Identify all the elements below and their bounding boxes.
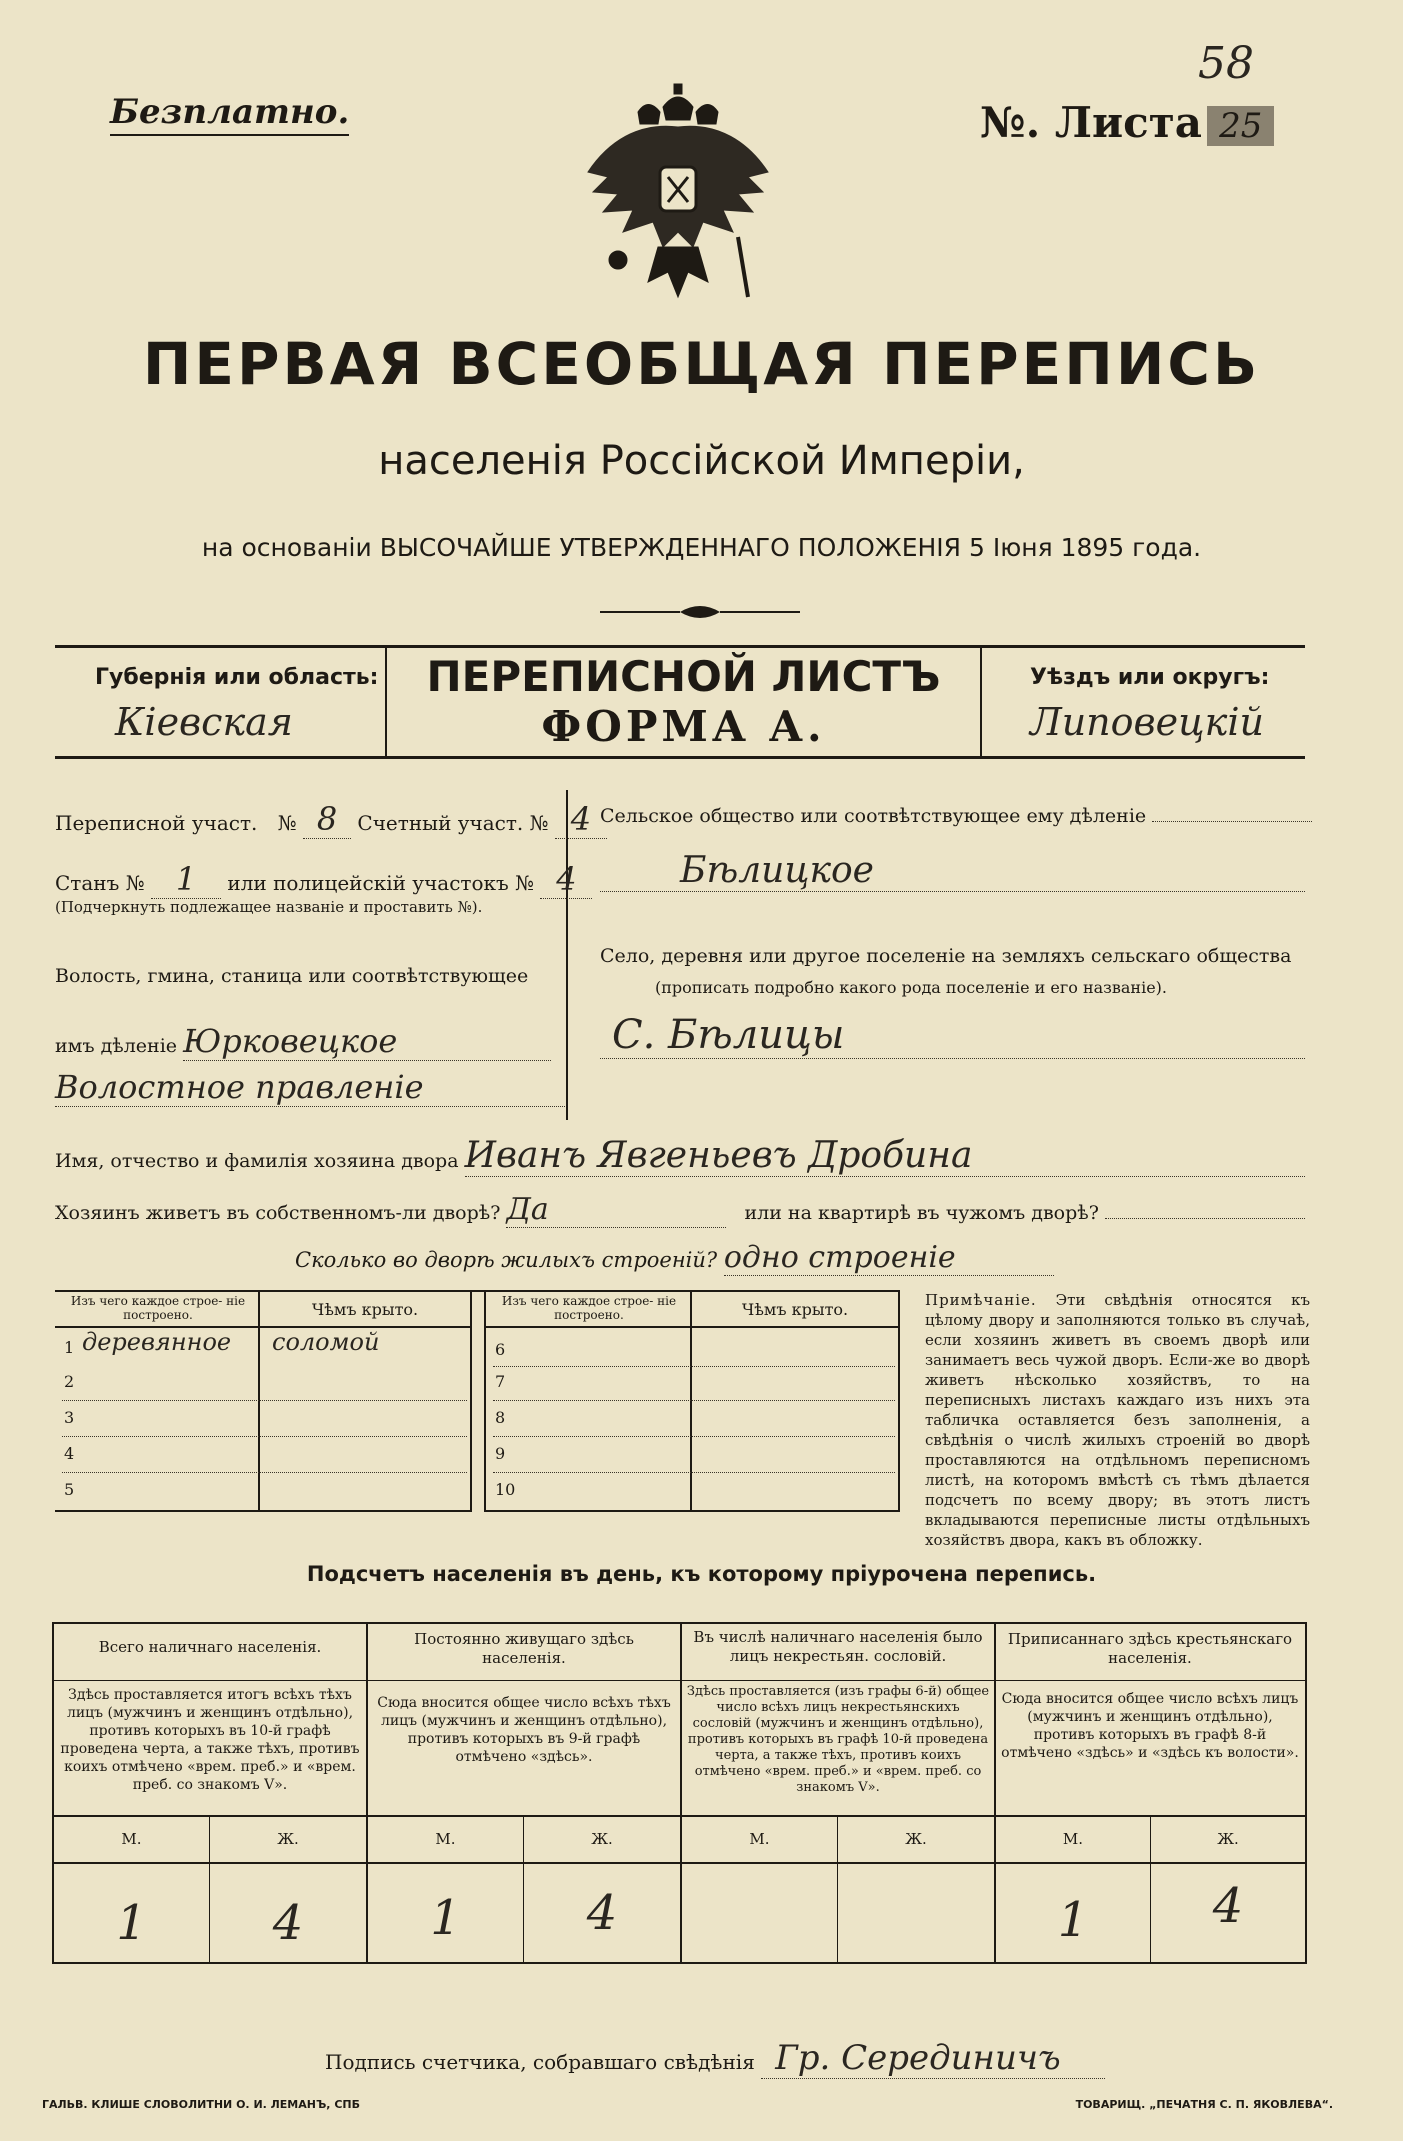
volost-label2: имъ дѣленіе bbox=[55, 1035, 178, 1057]
ct-col4-desc: Сюда вносится общее число всѣхъ лицъ (мужчинъ и женщинъ отдѣльно), противъ которыхъ въ графѣ 8-й отмѣчено «здѣсь» и «здѣсь къ волости». bbox=[1001, 1691, 1299, 1761]
bt-row-num: 5 bbox=[64, 1480, 75, 1499]
bt-row-left-3 bbox=[62, 1402, 467, 1437]
bt-col-material-right: Изъ чего каждое строе- ніе построено. bbox=[501, 1294, 677, 1322]
ornament-divider bbox=[600, 600, 800, 624]
bt-double-divider-a bbox=[470, 1290, 472, 1512]
note-block bbox=[925, 1290, 1310, 1550]
ct-col1-desc: Здѣсь проставляется итогъ всѣхъ тѣхъ лицъ (мужчинъ и женщинъ отдѣльно), противъ которыхъ въ 10-й графѣ проведена черта, а также тѣхъ, противъ коихъ отмѣчено «врем. преб.» и «врем. преб. со знакомъ V». bbox=[60, 1687, 360, 1793]
ct-col3-m-label: М. bbox=[749, 1830, 770, 1848]
footer-right: ТОВАРИЩ. „ПЕЧАТНЯ С. П. ЯКОВЛЕВА“. bbox=[1075, 2098, 1333, 2111]
society-label: Сельское общество или соотвѣтствующее ему дѣленіе bbox=[600, 805, 1147, 827]
police-label: или полицейскій участокъ № bbox=[227, 871, 535, 895]
ct-v2 bbox=[680, 1622, 682, 1964]
bt-bottom-rule-right bbox=[486, 1510, 900, 1512]
village-value: С. Бѣлицы bbox=[600, 1012, 1305, 1059]
ct-col1-zh-label: Ж. bbox=[277, 1830, 299, 1848]
bt-row-num: 9 bbox=[495, 1444, 506, 1463]
free-label: Безплатно. bbox=[110, 92, 349, 136]
owner-name-label: Имя, отчество и фамилія хозяина двора bbox=[55, 1150, 459, 1172]
buildings-label: Сколько во дворѣ жилыхъ строеній? bbox=[295, 1248, 718, 1272]
owner-name-value: Иванъ Явгеньевъ Дробина bbox=[465, 1135, 1305, 1177]
bt-row-left-5 bbox=[62, 1474, 467, 1508]
ct-col4-m-value: 1 bbox=[1057, 1892, 1089, 1948]
bt-row-right-6 bbox=[493, 1330, 895, 1367]
ct-col3-zh-label: Ж. bbox=[905, 1830, 927, 1848]
bt-row-right-10 bbox=[493, 1474, 895, 1508]
ct-col1-title: Всего наличнаго населенія. bbox=[98, 1638, 322, 1656]
buildings-value: одно строеніе bbox=[724, 1240, 1054, 1276]
imperial-eagle-emblem bbox=[578, 82, 778, 312]
footer-left: ГАЛЬВ. КЛИШЕ СЛОВОЛИТНИ О. И. ЛЕМАНЪ, СПБ bbox=[42, 2098, 360, 2111]
form-head-divider-right bbox=[980, 645, 982, 757]
police-value: 4 bbox=[540, 860, 592, 899]
stan-value: 1 bbox=[151, 860, 221, 899]
bt-row-num: 7 bbox=[495, 1372, 506, 1391]
volost-value2: Волостное правленіе bbox=[55, 1068, 565, 1107]
form-head-bottom-rule bbox=[55, 756, 1305, 759]
ct-col4-title: Приписаннаго здѣсь крестьянскаго населенія. bbox=[1007, 1630, 1293, 1667]
bt-row-right-9 bbox=[493, 1438, 895, 1473]
sheet-number-block bbox=[980, 98, 1274, 147]
basis-line: на основаніи ВЫСОЧАЙШЕ УТВЕРЖДЕННАГО ПОЛОЖЕНІЯ 5 Іюня 1895 года. bbox=[201, 533, 1202, 562]
volost-value1: Юрковецкое bbox=[183, 1022, 551, 1061]
society-line bbox=[600, 805, 1305, 827]
ct-v4 bbox=[1305, 1622, 1307, 1964]
bt-top-rule bbox=[55, 1290, 900, 1292]
bt-row-num: 8 bbox=[495, 1408, 506, 1427]
signature-line bbox=[325, 2038, 1105, 2079]
ct-col3-title: Въ числѣ наличнаго населенія было лицъ некрестьян. сословій. bbox=[693, 1628, 983, 1665]
schet-value: 4 bbox=[555, 800, 607, 839]
bt-header-rule-right bbox=[486, 1326, 900, 1328]
ct-col2-title: Постоянно живущаго здѣсь населенія. bbox=[414, 1630, 634, 1667]
page-title: ПЕРВАЯ ВСЕОБЩАЯ ПЕРЕПИСЬ bbox=[142, 330, 1261, 398]
bt-row-num: 2 bbox=[64, 1372, 75, 1391]
ct-col4-m-label: М. bbox=[1062, 1830, 1084, 1848]
ct-col2-m-label: М. bbox=[435, 1830, 456, 1848]
note-text: Эти свѣдѣнія относятся къ цѣлому двору и заполняются только въ случаѣ, если хозяинъ живетъ въ своемъ дворѣ или занимаетъ весь чужой дворъ. Если-же во дворѣ живетъ нѣсколько хозяйствъ, то на переписныхъ листахъ каждаго изъ нихъ эта табличка оставляется безъ заполненія, а свѣдѣнія о числѣ жилыхъ строеній во дворѣ проставляются на отдѣльномъ переписномъ листѣ, на которомъ вмѣстѣ съ тѣмъ дѣлается подсчетъ по всему двору; въ этотъ листъ вкладываются переписные листы отдѣльныхъ хозяйствъ двора, какъ въ обложку. bbox=[925, 1291, 1310, 1549]
ct-col1-m-value: 1 bbox=[116, 1895, 147, 1951]
bt-row-material: деревянное bbox=[82, 1328, 232, 1356]
owner-rent-label: или на квартирѣ въ чужомъ дворѣ? bbox=[744, 1202, 1099, 1224]
address-divider bbox=[566, 790, 568, 1120]
ct-col3-desc: Здѣсь проставляется (изъ графы 6-й) общее число всѣхъ лицъ некрестьянскихъ сословій (мужчинъ и женщинъ отдѣльно), противъ которыхъ въ графѣ 10-й проведена черта, а также тѣхъ, противъ коихъ отмѣчено «врем. преб.» и «врем. преб. со знакомъ V». bbox=[686, 1684, 990, 1795]
bt-row-left-2 bbox=[62, 1366, 467, 1401]
owner-own-value: Да bbox=[506, 1192, 726, 1228]
bt-row-num: 4 bbox=[64, 1444, 75, 1463]
bt-double-divider-b bbox=[484, 1290, 486, 1512]
bt-row-right-8 bbox=[493, 1402, 895, 1437]
count-heading: Подсчетъ населенія въ день, къ которому пріурочена перепись. bbox=[306, 1562, 1097, 1586]
underline-note: (Подчеркнуть подлежащее названіе и проставить №). bbox=[55, 898, 483, 916]
bt-bottom-rule-left bbox=[55, 1510, 470, 1512]
corner-number: 58 bbox=[1198, 38, 1254, 89]
sheet-label: №. Листа bbox=[980, 98, 1202, 147]
perepis-no: № bbox=[277, 811, 297, 835]
owner-name-line bbox=[55, 1135, 1305, 1177]
page-subtitle: населенія Россійской Имперіи, bbox=[378, 438, 1025, 484]
ct-col1-m-label: М. bbox=[121, 1830, 142, 1848]
buildings-line bbox=[295, 1240, 1054, 1276]
perepis-label: Переписной участ. bbox=[55, 811, 258, 835]
bt-col-roof-left: Чѣмъ крыто. bbox=[311, 1300, 419, 1319]
gubernia-label: Губернія или область: bbox=[95, 665, 379, 690]
form-head-top-rule bbox=[55, 645, 1305, 648]
bt-row-num: 3 bbox=[64, 1408, 75, 1427]
bt-row-left-1 bbox=[62, 1330, 467, 1366]
ct-col2-zh-value: 4 bbox=[586, 1885, 618, 1941]
ct-col2-desc: Сюда вносится общее число всѣхъ тѣхъ лицъ (мужчинъ и женщинъ отдѣльно), противъ которыхъ въ 9-й графѣ отмѣчено «здѣсь». bbox=[377, 1695, 671, 1765]
volost-line1 bbox=[55, 1022, 551, 1061]
volost-label: Волость, гмина, станица или соотвѣтствующее bbox=[55, 965, 529, 987]
signature-label: Подпись счетчика, собравшаго свѣдѣнія bbox=[325, 2050, 755, 2074]
uezd-label: Уѣздъ или округъ: bbox=[1030, 665, 1270, 690]
ct-col2-m-value: 1 bbox=[430, 1890, 461, 1946]
bt-row-num: 6 bbox=[495, 1340, 506, 1359]
uezd-value: Липовецкій bbox=[1030, 700, 1264, 744]
village-note: (прописать подробно какого рода поселеніе и его названіе). bbox=[655, 978, 1167, 997]
ct-col4-zh-value: 4 bbox=[1212, 1878, 1244, 1934]
schet-label: Счетный участ. № bbox=[357, 811, 549, 835]
ct-col4-zh-label: Ж. bbox=[1217, 1830, 1239, 1848]
signature-value: Гр. Серединичъ bbox=[761, 2038, 1105, 2079]
village-label: Село, деревня или другое поселеніе на земляхъ сельскаго общества bbox=[600, 945, 1292, 967]
perepis-line bbox=[55, 800, 607, 839]
sheet-number: 25 bbox=[1207, 106, 1274, 146]
bt-right-edge bbox=[898, 1290, 900, 1512]
gubernia-value: Кіевская bbox=[115, 700, 293, 744]
bt-row-left-4 bbox=[62, 1438, 467, 1473]
bt-row-num: 10 bbox=[495, 1480, 516, 1499]
bt-col-roof-right: Чѣмъ крыто. bbox=[741, 1300, 849, 1319]
stan-line bbox=[55, 860, 592, 899]
note-lead: Примѣчаніе. bbox=[925, 1291, 1037, 1309]
ct-col2-zh-label: Ж. bbox=[591, 1830, 613, 1848]
owner-rent-fill bbox=[1105, 1218, 1305, 1219]
bt-row-roof: соломой bbox=[272, 1328, 380, 1356]
society-value: Бѣлицкое bbox=[600, 850, 1305, 892]
sheet-title: ПЕРЕПИСНОЙ ЛИСТЪ bbox=[426, 652, 941, 701]
form-name: ФОРМА А. bbox=[541, 702, 826, 751]
owner-own-label: Хозяинъ живетъ въ собственномъ-ли дворѣ? bbox=[55, 1202, 501, 1224]
owner-own-line bbox=[55, 1192, 1305, 1228]
ct-col1-zh-value: 4 bbox=[272, 1895, 304, 1951]
stan-label: Станъ № bbox=[55, 871, 145, 895]
bt-row-right-7 bbox=[493, 1366, 895, 1401]
bt-col-material-left: Изъ чего каждое строе- ніе построено. bbox=[70, 1294, 246, 1322]
bt-row-num: 1 bbox=[64, 1338, 75, 1357]
perepis-value: 8 bbox=[303, 800, 351, 839]
society-fill-line bbox=[1152, 821, 1312, 822]
